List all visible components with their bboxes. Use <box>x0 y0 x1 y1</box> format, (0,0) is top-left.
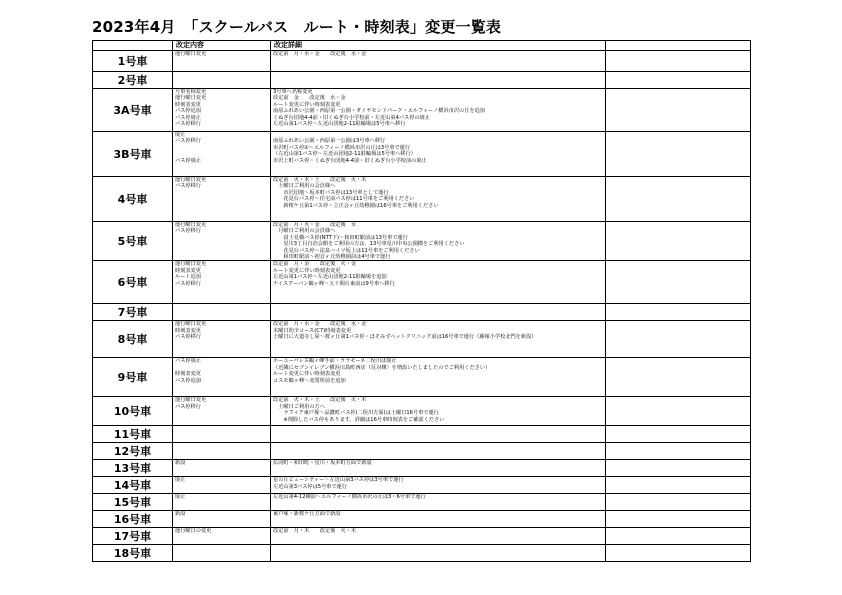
change-table <box>92 40 751 562</box>
content-line: 廃止 <box>175 477 186 484</box>
detail-line: 木曜日幼少コース(C7)時刻表変更 <box>273 327 352 334</box>
table-row <box>93 72 751 89</box>
detail-line: 東戸塚・新桜ケ丘方面で新設 <box>273 511 341 518</box>
content-line: バス停廃止 <box>175 358 201 365</box>
table-row <box>93 177 751 222</box>
content-line: バス停追加 <box>175 108 201 115</box>
notes-cell <box>606 132 751 177</box>
table-row <box>93 358 751 397</box>
content-cell <box>173 222 271 261</box>
detail-line: （左近山第1バス停～左近山団地2-11駐輪場は5号車へ移行） <box>273 151 416 158</box>
bus-number-cell: 15号車 <box>93 494 173 511</box>
bus-number-cell: 16号車 <box>93 511 173 528</box>
header-detail: 改定詳細 <box>271 41 606 51</box>
detail-line: 左近山第1バス停～左近山団地2-11駐輪場は5号車へ移行 <box>273 120 406 127</box>
detail-line: 改定前 月・木 改定後 火・木 <box>273 528 357 535</box>
detail-line: ホーユーパレス鶴ヶ峰手前・ララモーネ二俣川は廃止 <box>273 358 397 365</box>
header-car <box>93 41 173 51</box>
detail-line: ラフィア東戸塚～品濃町バス停(二俣川方面)は土曜日16号車で運行 <box>273 410 439 417</box>
notes-cell <box>606 177 751 222</box>
table-row <box>93 321 751 358</box>
content-cell <box>173 89 271 132</box>
detail-line: 星の丘ビューシティー～左近山第3バス停は3号車で運行 <box>273 477 404 484</box>
content-line: 新設 <box>175 460 186 467</box>
detail-cell <box>271 321 606 358</box>
bus-number-cell: 7号車 <box>93 304 173 321</box>
detail-cell <box>271 443 606 460</box>
bus-number-cell: 3A号車 <box>93 89 173 132</box>
content-line: 時刻表変更 <box>175 101 201 108</box>
bus-number-cell: 13号車 <box>93 460 173 477</box>
notes-cell <box>606 397 751 426</box>
content-line: 時刻表変更 <box>175 327 201 334</box>
header-notes <box>606 41 751 51</box>
content-line: 運行曜日変更 <box>175 397 207 404</box>
detail-line: 星川3丁目自治会館をご利用の方は、13号車星川中央公園横をご利用ください <box>273 241 465 248</box>
content-cell <box>173 477 271 494</box>
notes-cell <box>606 51 751 72</box>
content-cell <box>173 460 271 477</box>
content-cell <box>173 528 271 545</box>
table-row <box>93 304 751 321</box>
content-line: 廃止 <box>175 494 186 501</box>
detail-line: 改定前 火・木・土 改定後 火・木 <box>273 177 367 183</box>
detail-line: ルート変更に伴い時刻表変更 <box>273 267 341 274</box>
bus-number-cell: 14号車 <box>93 477 173 494</box>
detail-line: 和田町駅前～初音ヶ丘幼稚園前は4号車で運行 <box>273 253 391 260</box>
bus-number-cell: 1号車 <box>93 51 173 72</box>
table-row <box>93 460 751 477</box>
detail-line: コスモ鶴ヶ峰～変電所前を追加 <box>273 377 346 384</box>
detail-line: 南原ふれあい公園・西原第一公園は3号車へ移行 <box>273 138 386 145</box>
detail-cell <box>271 477 606 494</box>
content-cell <box>173 177 271 222</box>
detail-line: （近隣にセブンイレブン横浜川島町西店（反対側）を増設いたしましたのでご利用ください） <box>273 364 491 371</box>
content-line: 運行曜日変更 <box>175 177 207 183</box>
table-row <box>93 89 751 132</box>
content-line: バス停移行 <box>175 280 201 287</box>
table-row <box>93 261 751 304</box>
detail-cell <box>271 494 606 511</box>
bus-number-cell: 6号車 <box>93 261 173 304</box>
detail-cell <box>271 89 606 132</box>
bus-number-cell: 4号車 <box>93 177 173 222</box>
detail-cell <box>271 397 606 426</box>
bus-number-cell: 3B号車 <box>93 132 173 177</box>
bus-number-cell: 12号車 <box>93 443 173 460</box>
bus-number-cell: 11号車 <box>93 426 173 443</box>
detail-line: 3号車へ名称変更 <box>273 89 313 95</box>
content-cell <box>173 443 271 460</box>
content-line: 運行曜日の変更 <box>175 528 212 535</box>
content-line: ルート追加 <box>175 274 201 281</box>
content-line: 運行曜日変更 <box>175 321 207 328</box>
detail-line: 花見台バス停～法泉ハイツ坂上は11号車をご利用ください <box>273 247 420 254</box>
content-line: バス停追加 <box>175 377 201 384</box>
detail-line: 土曜日ご利用の方へ <box>273 403 325 410</box>
detail-line: 月曜日ご利用の会員様へ <box>273 228 336 235</box>
notes-cell <box>606 304 751 321</box>
detail-line: 市沢町バス停①～エルフィーノ横浜市沢の丘は3号車で運行 <box>273 144 411 151</box>
content-line: 運行曜日変更 <box>175 222 207 228</box>
notes-cell <box>606 460 751 477</box>
detail-cell <box>271 72 606 89</box>
detail-line: ※削除したバス停もあります。詳細は16号車時刻表をご確認ください <box>273 416 445 423</box>
detail-line: 花見台バス停～住宅前バス停は11号車をご利用ください <box>273 196 415 203</box>
detail-line: 改定前 月・水・金 改定後 水・金 <box>273 51 367 57</box>
table-row <box>93 477 751 494</box>
table-row <box>93 397 751 426</box>
table-row <box>93 132 751 177</box>
content-cell <box>173 51 271 72</box>
detail-line: 土曜日ご利用の会員様へ <box>273 183 336 190</box>
bus-number-cell: 10号車 <box>93 397 173 426</box>
content-line: バス停移行 <box>175 120 201 127</box>
detail-line: 市沢上町バス停・くぬぎ台団地4-4前・旧くぬぎ台小学校前の廃止 <box>273 157 427 164</box>
detail-line: くぬぎ台団地4-4前・旧くぬぎ台小学校前・左近山第4バス停の廃止 <box>273 114 431 121</box>
notes-cell <box>606 528 751 545</box>
detail-line: 左近山第4-12棟前～エルフィーノ横浜市沢の丘は3・6号車で運行 <box>273 494 426 501</box>
content-cell <box>173 321 271 358</box>
detail-line: 改定前 月・火・金 改定後 水 <box>273 222 357 228</box>
detail-line: 改定前 月・水・金 改定後 水・金 <box>273 321 367 328</box>
notes-cell <box>606 261 751 304</box>
content-line: バス停移行 <box>175 403 201 410</box>
detail-line: 土曜日に大道寺し屋～桜ヶ丘第1バス停・ほそみずペットクリニック前は16号車で運行（藤塚小学校北門を新設） <box>273 334 537 341</box>
bus-number-cell: 18号車 <box>93 545 173 562</box>
detail-line: 南原ふれあい公園・西原第一公園・ダイヤモンドパーク・エルフィーノ横浜市沢の丘を追加 <box>273 108 485 115</box>
bus-number-cell: 5号車 <box>93 222 173 261</box>
content-line: バス停移行 <box>175 138 201 145</box>
detail-line: 市沢団地～坂本町バス停は13号車として運行 <box>273 189 389 196</box>
content-line: バス停移行 <box>175 183 201 190</box>
detail-cell <box>271 304 606 321</box>
detail-cell <box>271 358 606 397</box>
detail-line: ルート変更に伴い時刻表変更 <box>273 371 341 378</box>
content-line: 運行曜日変更 <box>175 51 207 57</box>
content-line: 運行曜日変更 <box>175 95 207 102</box>
table-row <box>93 51 751 72</box>
table-row <box>93 426 751 443</box>
detail-cell <box>271 460 606 477</box>
detail-cell <box>271 511 606 528</box>
content-line: バス停移行 <box>175 228 201 235</box>
notes-cell <box>606 426 751 443</box>
detail-line: 改定前 月・金 改定後 火・金 <box>273 261 357 268</box>
detail-line: 仏向町・和田町・星川・坂本町方面で新設 <box>273 460 372 467</box>
table-header <box>93 41 751 51</box>
detail-line: 左近山第1バス停～左近山団地2-11駐輪場を追加 <box>273 274 387 281</box>
content-cell <box>173 132 271 177</box>
bus-number-cell: 17号車 <box>93 528 173 545</box>
content-line: 時刻表変更 <box>175 267 201 274</box>
detail-line: 改定前 金 改定後 水・金 <box>273 95 346 102</box>
notes-cell <box>606 477 751 494</box>
page-title: 2023年4月 「スクールバス ルート・時刻表」変更一覧表 <box>92 18 502 36</box>
detail-line: 富士見橋バス停(NTT下)～和田町駅前は13号車で運行 <box>273 234 408 241</box>
detail-line: 左近山第3バス停は5号車で運行 <box>273 483 348 490</box>
table-row <box>93 511 751 528</box>
notes-cell <box>606 321 751 358</box>
bus-number-cell: 9号車 <box>93 358 173 397</box>
detail-line: 新桜ケ丘第1バス停・立正会ヶ丘幼稚園は16号車をご利用ください <box>273 202 439 209</box>
detail-line: ルート変更に伴い時刻表変更 <box>273 101 341 108</box>
table-row <box>93 222 751 261</box>
notes-cell <box>606 89 751 132</box>
notes-cell <box>606 494 751 511</box>
bus-number-cell: 2号車 <box>93 72 173 89</box>
table-row <box>93 528 751 545</box>
header-content: 改定内容 <box>173 41 271 51</box>
bus-number-cell: 8号車 <box>93 321 173 358</box>
detail-cell <box>271 51 606 72</box>
content-line: 号車名称変更 <box>175 89 207 95</box>
content-cell <box>173 304 271 321</box>
content-line: 廃止 <box>175 132 186 138</box>
content-cell <box>173 426 271 443</box>
table-row <box>93 545 751 562</box>
content-line: 運行曜日変更 <box>175 261 207 268</box>
content-cell <box>173 72 271 89</box>
notes-cell <box>606 545 751 562</box>
notes-cell <box>606 443 751 460</box>
content-cell <box>173 494 271 511</box>
content-line: バス停廃止 <box>175 114 201 121</box>
content-line: 新設 <box>175 511 186 518</box>
content-cell <box>173 397 271 426</box>
detail-cell <box>271 222 606 261</box>
detail-cell <box>271 132 606 177</box>
content-cell <box>173 545 271 562</box>
content-line: バス停廃止 <box>175 157 201 164</box>
content-line: バス停移行 <box>175 334 201 341</box>
table-row <box>93 443 751 460</box>
content-line: 時刻表変更 <box>175 371 201 378</box>
notes-cell <box>606 358 751 397</box>
notes-cell <box>606 511 751 528</box>
detail-cell <box>271 261 606 304</box>
detail-line: 改定前 火・木・土 改定後 火・木 <box>273 397 367 404</box>
content-cell <box>173 261 271 304</box>
detail-cell <box>271 545 606 562</box>
content-cell <box>173 511 271 528</box>
detail-line: ナイスアーバン鶴ヶ峰～五十間台東前は9号車へ移行 <box>273 280 395 287</box>
content-cell <box>173 358 271 397</box>
detail-cell <box>271 177 606 222</box>
detail-cell <box>271 426 606 443</box>
detail-cell <box>271 528 606 545</box>
notes-cell <box>606 222 751 261</box>
notes-cell <box>606 72 751 89</box>
table-row <box>93 494 751 511</box>
